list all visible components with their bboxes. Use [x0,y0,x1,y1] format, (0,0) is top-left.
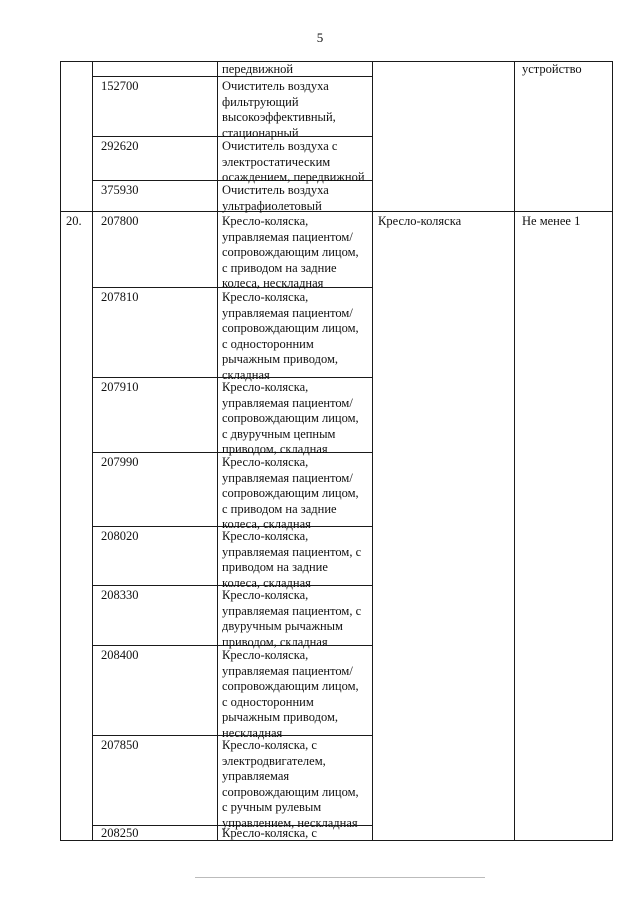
table-row-code: 375930 [101,183,139,197]
table-row-name: Кресло-коляска, с [222,826,317,840]
table-row-name: Кресло-коляска, управляемая пациентом/ сопровождающим лицом, с односторонним рычажным приводом, складная [222,290,359,382]
table-row-name: Очиститель воздуха с электростатическим осаждением, передвижной [222,139,365,184]
table-row-code: 207910 [101,380,139,394]
quantity-cell: Не менее 1 [522,214,581,228]
table-row-name: Очиститель воздуха фильтрующий высокоэффективный, стационарный [222,79,336,140]
row-number: 20. [66,214,82,228]
table-row-code: 208250 [101,826,139,840]
table-divider-number [92,61,93,841]
table-border-bottom [60,840,613,841]
table-row-code: 208020 [101,529,139,543]
table-row-name: Очиститель воздуха ультрафиолетовый [222,183,329,213]
table-divider-name [372,61,373,841]
quantity-cell: устройство [522,62,582,76]
table-row-name: Кресло-коляска, управляемая пациентом/ сопровождающим лицом, с односторонним рычажным приводом, нескладная [222,648,359,740]
table-row-name: Кресло-коляска, управляемая пациентом/ сопровождающим лицом, с приводом на задние колеса, складная [222,455,359,531]
table-row-code: 152700 [101,79,139,93]
table-row-code: 292620 [101,139,139,153]
scan-artifact-line [195,877,485,878]
table-divider-type [514,61,515,841]
table-row-name: Кресло-коляска, управляемая пациентом/ сопровождающим лицом, с приводом на задние колеса, нескладная [222,214,359,290]
group-divider [60,211,613,212]
table-row-name: Кресло-коляска, управляемая пациентом, с приводом на задние колеса, складная [222,529,362,590]
table-row-code: 208330 [101,588,139,602]
table-row-code: 207810 [101,290,139,304]
table-row-code: 208400 [101,648,139,662]
table-border-right [612,61,613,841]
table-border-left [60,61,61,841]
table-row-name: передвижной [222,62,294,76]
table-row-code: 207850 [101,738,139,752]
table-row-name: Кресло-коляска, управляемая пациентом/ сопровождающим лицом, с двуручным цепным приводом, складная [222,380,359,456]
page-number: 5 [316,30,324,45]
table-row-code: 207800 [101,214,139,228]
table-row-name: Кресло-коляска, управляемая пациентом, с двуручным рычажным приводом, складная [222,588,362,649]
table-row-code: 207990 [101,455,139,469]
item-type-cell: Кресло-коляска [378,214,462,228]
table-divider-code [217,61,218,841]
table-row-name: Кресло-коляска, с электродвигателем, управляемая сопровождающим лицом, с ручным рулевым управлением, нескладная [222,738,359,830]
